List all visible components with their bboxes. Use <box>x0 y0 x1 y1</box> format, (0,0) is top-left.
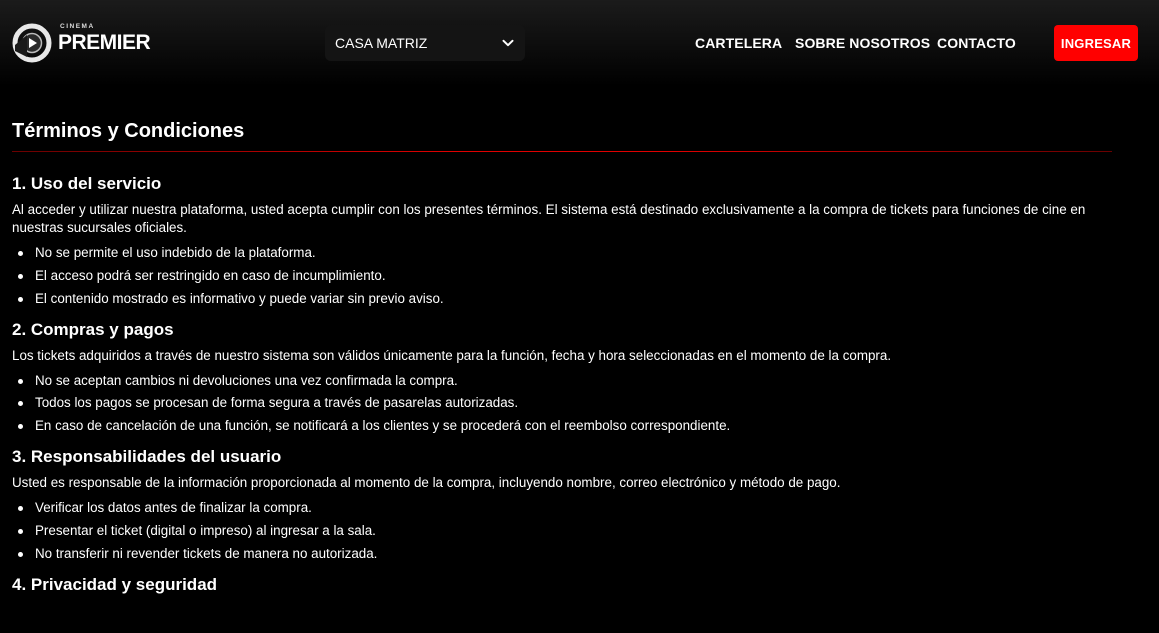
brand-small-text: CINEMA <box>60 23 95 30</box>
list-item: En caso de cancelación de una función, se notificará a los clientes y se procederá con el reembolso correspondiente. <box>12 417 1122 435</box>
section-paragraph: Al acceder y utilizar nuestra plataforma, usted acepta cumplir con los presentes términos. El sistema está destinado exclusivamente a la compra de tickets para funciones de cine en nuestras sucursales oficiales. <box>12 202 1086 235</box>
page-title: Términos y Condiciones <box>12 120 245 142</box>
site-header <box>0 0 1159 86</box>
section-list <box>12 499 1122 563</box>
brand-wordmark <box>58 23 151 54</box>
nav-sobre-nosotros[interactable]: SOBRE NOSOTROS <box>795 35 931 51</box>
list-item: El contenido mostrado es informativo y puede variar sin previo aviso. <box>12 290 1122 308</box>
section-title: 2. Compras y pagos <box>12 319 174 339</box>
nav-cartelera[interactable]: CARTELERA <box>695 35 783 51</box>
list-item: Presentar el ticket (digital o impreso) al ingresar a la sala. <box>12 522 1122 540</box>
brand-logo[interactable] <box>12 20 162 66</box>
section-list <box>12 244 1122 308</box>
section-title: 3. Responsabilidades del usuario <box>12 447 282 467</box>
branch-select[interactable] <box>325 25 525 61</box>
title-divider <box>12 151 1112 152</box>
premier-logo-icon <box>12 23 52 63</box>
section-paragraph: Usted es responsable de la información proporcionada al momento de la compra, incluyendo nombre, correo electrónico y método de pago. <box>12 475 841 491</box>
section-title: 1. Uso del servicio <box>12 174 162 193</box>
list-item: El acceso podrá ser restringido en caso de incumplimiento. <box>12 267 1122 285</box>
section-title: 4. Privacidad y seguridad <box>12 574 218 594</box>
chevron-down-icon <box>501 36 515 50</box>
branch-select-value: CASA MATRIZ <box>335 35 428 51</box>
brand-name: PREMIER <box>58 31 151 54</box>
login-button[interactable]: INGRESAR <box>1054 25 1138 61</box>
terms-content <box>12 118 1122 596</box>
list-item: No se permite el uso indebido de la plataforma. <box>12 244 1122 262</box>
list-item: Verificar los datos antes de finalizar la compra. <box>12 499 1122 517</box>
nav-contacto[interactable]: CONTACTO <box>937 35 1016 51</box>
list-item: No transferir ni revender tickets de manera no autorizada. <box>12 545 1122 563</box>
list-item: No se aceptan cambios ni devoluciones una vez confirmada la compra. <box>12 372 1122 390</box>
list-item: Todos los pagos se procesan de forma segura a través de pasarelas autorizadas. <box>12 394 1122 412</box>
section-paragraph: Los tickets adquiridos a través de nuestro sistema son válidos únicamente para la función, fecha y hora seleccionadas en el momento de la compra. <box>12 347 892 363</box>
section-list <box>12 372 1122 436</box>
